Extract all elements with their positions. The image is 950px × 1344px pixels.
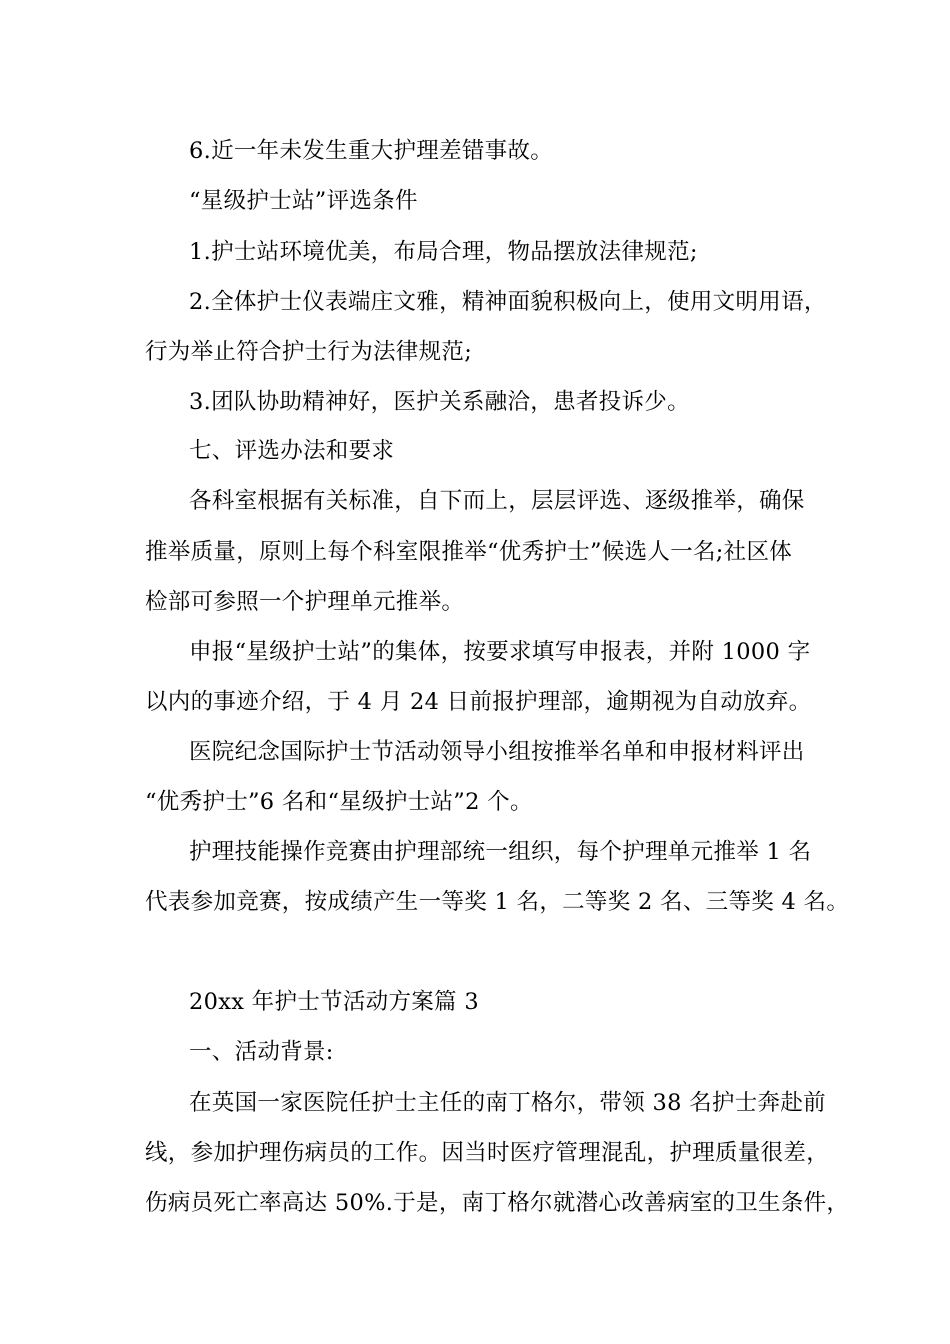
- paragraph-line: 2.全体护士仪表端庄文雅，精神面貌积极向上，使用文明用语，: [189, 289, 827, 315]
- paragraph-line: 线，参加护理伤病员的工作。因当时医疗管理混乱，护理质量很差，: [145, 1140, 830, 1166]
- paragraph-line: 3.团队协助精神好，医护关系融洽，患者投诉少。: [189, 389, 690, 415]
- paragraph-line: 行为举止符合护士行为法律规范;: [145, 339, 473, 365]
- paragraph-line: 在英国一家医院任护士主任的南丁格尔，带领 38 名护士奔赴前: [189, 1090, 826, 1116]
- paragraph-line: 医院纪念国际护士节活动领导小组按推举名单和申报材料评出: [189, 739, 805, 765]
- paragraph-line: 6.近一年未发生重大护理差错事故。: [189, 138, 554, 164]
- paragraph-line: 检部可参照一个护理单元推举。: [145, 589, 465, 615]
- paragraph-line: 申报“星级护士站”的集体，按要求填写申报表，并附 1000 字: [189, 639, 811, 665]
- paragraph-line: 以内的事迹介绍，于 4 月 24 日前报护理部，逾期视为自动放弃。: [145, 689, 812, 715]
- paragraph-line: 推举质量，原则上每个科室限推举“优秀护士”候选人一名;社区体: [145, 539, 793, 565]
- paragraph-line: 代表参加竞赛，按成绩产生一等奖 1 名，二等奖 2 名、三等奖 4 名。: [145, 889, 850, 915]
- paragraph-line: 伤病员死亡率高达 50%.于是，南丁格尔就潜心改善病室的卫生条件，: [145, 1190, 850, 1216]
- section-heading: 七、评选办法和要求: [189, 438, 395, 464]
- paragraph-line: 1.护士站环境优美，布局合理，物品摆放法律规范;: [189, 239, 698, 265]
- paragraph-line: 护理技能操作竞赛由护理部统一组织，每个护理单元推举 1 名: [189, 839, 812, 865]
- paragraph-line: 各科室根据有关标准，自下而上，层层评选、逐级推举，确保: [189, 488, 805, 514]
- paragraph-line: “优秀护士”6 名和“星级护士站”2 个。: [145, 789, 533, 815]
- chapter-title: 20xx 年护士节活动方案篇 3: [189, 989, 479, 1015]
- section-heading: “星级护士站”评选条件: [189, 188, 418, 214]
- section-heading: 一、活动背景:: [189, 1039, 334, 1065]
